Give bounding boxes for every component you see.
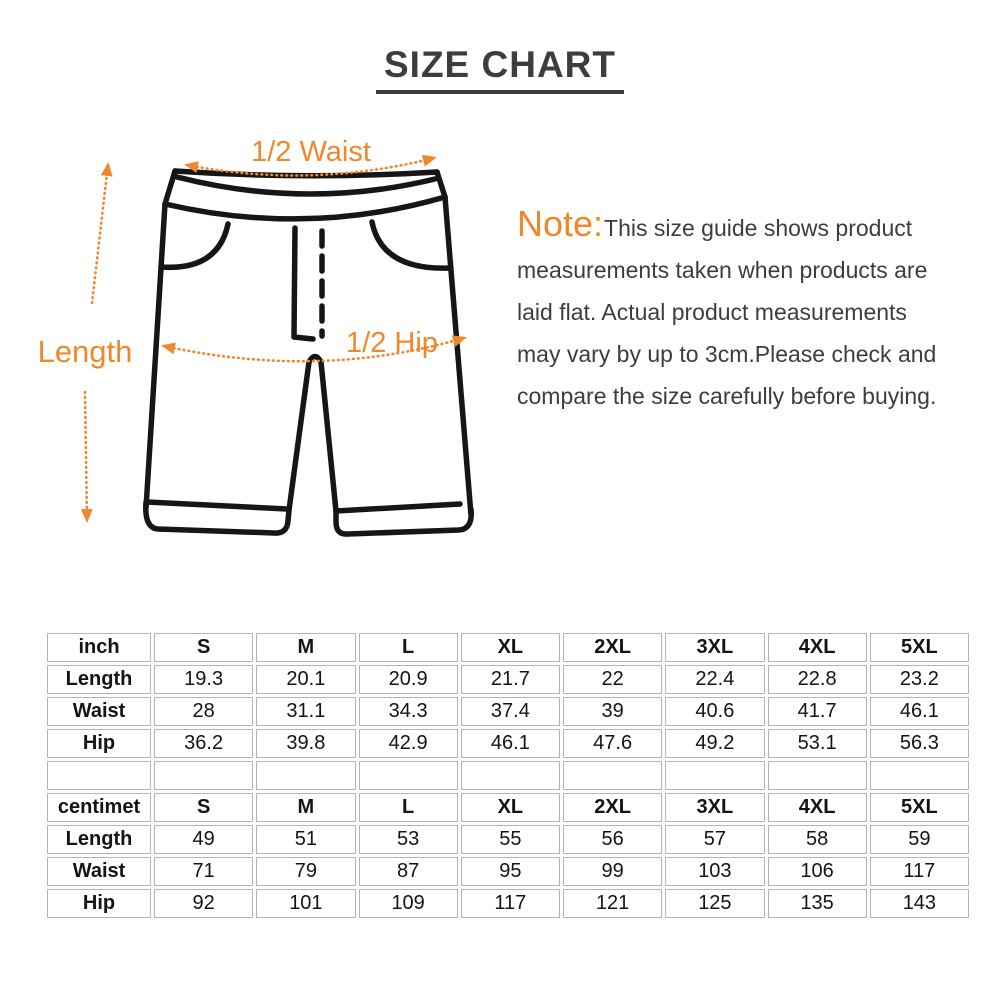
value-cell: 103 [665, 857, 764, 886]
note-line-1 [517, 203, 977, 249]
value-cell: 21.7 [461, 665, 560, 694]
waistband-left-edge [165, 171, 175, 204]
value-cell: 36.2 [154, 729, 253, 758]
value-cell: 39 [563, 697, 662, 726]
spacer-cell [359, 761, 458, 790]
cm-header-row [47, 793, 969, 822]
value-cell: 71 [154, 857, 253, 886]
value-cell: 99 [563, 857, 662, 886]
size-header: 5XL [870, 793, 969, 822]
inch-hip-row [47, 729, 969, 758]
right-leg-bottom [336, 509, 471, 534]
shorts-measurement-diagram [30, 140, 490, 560]
value-cell: 106 [768, 857, 867, 886]
value-cell: 121 [563, 889, 662, 918]
value-cell: 23.2 [870, 665, 969, 694]
value-cell: 125 [665, 889, 764, 918]
spacer-cell [256, 761, 355, 790]
value-cell: 22.4 [665, 665, 764, 694]
size-header: 4XL [768, 793, 867, 822]
value-cell: 49.2 [665, 729, 764, 758]
spacer-cell [870, 761, 969, 790]
length-arrow-lower [85, 392, 87, 520]
value-cell: 135 [768, 889, 867, 918]
value-cell: 53 [359, 825, 458, 854]
size-header: XL [461, 633, 560, 662]
note-line-5: compare the size carefully before buying. [517, 383, 937, 409]
value-cell: 92 [154, 889, 253, 918]
row-label: Length [47, 665, 151, 694]
note-line-2: measurements taken when products are [517, 257, 928, 283]
value-cell: 117 [870, 857, 969, 886]
inch-waist-row [47, 697, 969, 726]
value-cell: 22.8 [768, 665, 867, 694]
size-header: L [359, 793, 458, 822]
size-chart-table [44, 630, 972, 921]
size-header: 2XL [563, 633, 662, 662]
size-header: L [359, 633, 458, 662]
waist-measure-label: 1/2 Waist [251, 140, 371, 168]
right-side-seam [445, 197, 471, 515]
value-cell: 20.1 [256, 665, 355, 694]
value-cell: 46.1 [870, 697, 969, 726]
value-cell: 49 [154, 825, 253, 854]
note-line-3: laid flat. Actual product measurements [517, 299, 907, 325]
spacer-cell [768, 761, 867, 790]
value-cell: 40.6 [665, 697, 764, 726]
value-cell: 39.8 [256, 729, 355, 758]
value-cell: 117 [461, 889, 560, 918]
unit-cell-centimeter: centimet [47, 793, 151, 822]
left-pocket-curve [161, 224, 228, 267]
value-cell: 79 [256, 857, 355, 886]
left-hem-line [147, 502, 287, 509]
fly-solid-line [294, 228, 313, 339]
value-cell: 55 [461, 825, 560, 854]
spacer-cell [47, 761, 151, 790]
spacer-cell [154, 761, 253, 790]
spacer-cell [461, 761, 560, 790]
value-cell: 109 [359, 889, 458, 918]
note-block [517, 203, 977, 417]
value-cell: 28 [154, 697, 253, 726]
right-pocket-curve [372, 222, 451, 268]
size-chart-section [44, 630, 972, 921]
unit-cell-inch: inch [47, 633, 151, 662]
value-cell: 87 [359, 857, 458, 886]
left-side-seam [146, 204, 165, 508]
value-cell: 56 [563, 825, 662, 854]
size-header: M [256, 633, 355, 662]
value-cell: 31.1 [256, 697, 355, 726]
value-cell: 51 [256, 825, 355, 854]
inch-length-row [47, 665, 969, 694]
spacer-row [47, 761, 969, 790]
cm-waist-row [47, 857, 969, 886]
spacer-cell [665, 761, 764, 790]
spacer-cell [563, 761, 662, 790]
page-title: SIZE CHART [376, 44, 624, 94]
value-cell: 59 [870, 825, 969, 854]
value-cell: 95 [461, 857, 560, 886]
value-cell: 20.9 [359, 665, 458, 694]
value-cell: 47.6 [563, 729, 662, 758]
cm-length-row [47, 825, 969, 854]
size-header: 3XL [665, 793, 764, 822]
row-label: Waist [47, 857, 151, 886]
row-label: Waist [47, 697, 151, 726]
size-header: S [154, 793, 253, 822]
value-cell: 19.3 [154, 665, 253, 694]
value-cell: 101 [256, 889, 355, 918]
value-cell: 57 [665, 825, 764, 854]
inner-seams-crotch [289, 357, 336, 512]
size-header: 2XL [563, 793, 662, 822]
waistband-bottom-line [165, 197, 445, 219]
row-label: Hip [47, 729, 151, 758]
length-measure-label: Length [37, 334, 133, 369]
note-text: This size guide shows product [604, 215, 913, 241]
right-hem-line [336, 504, 460, 511]
row-label: Hip [47, 889, 151, 918]
value-cell: 22 [563, 665, 662, 694]
value-cell: 53.1 [768, 729, 867, 758]
size-header: 5XL [870, 633, 969, 662]
size-header: M [256, 793, 355, 822]
length-arrow-upper [92, 165, 108, 303]
waistband-right-edge [437, 172, 445, 197]
value-cell: 41.7 [768, 697, 867, 726]
note-line-4: may vary by up to 3cm.Please check and [517, 341, 937, 367]
value-cell: 56.3 [870, 729, 969, 758]
value-cell: 46.1 [461, 729, 560, 758]
inch-header-row [47, 633, 969, 662]
size-header: 4XL [768, 633, 867, 662]
note-label: Note: [517, 203, 604, 244]
size-header: 3XL [665, 633, 764, 662]
size-header: S [154, 633, 253, 662]
value-cell: 42.9 [359, 729, 458, 758]
hip-measure-label: 1/2 Hip [346, 327, 438, 359]
value-cell: 37.4 [461, 697, 560, 726]
size-header: XL [461, 793, 560, 822]
value-cell: 143 [870, 889, 969, 918]
value-cell: 58 [768, 825, 867, 854]
row-label: Length [47, 825, 151, 854]
waistband-inner-line [177, 177, 435, 194]
page-header [0, 44, 1000, 94]
cm-hip-row [47, 889, 969, 918]
value-cell: 34.3 [359, 697, 458, 726]
